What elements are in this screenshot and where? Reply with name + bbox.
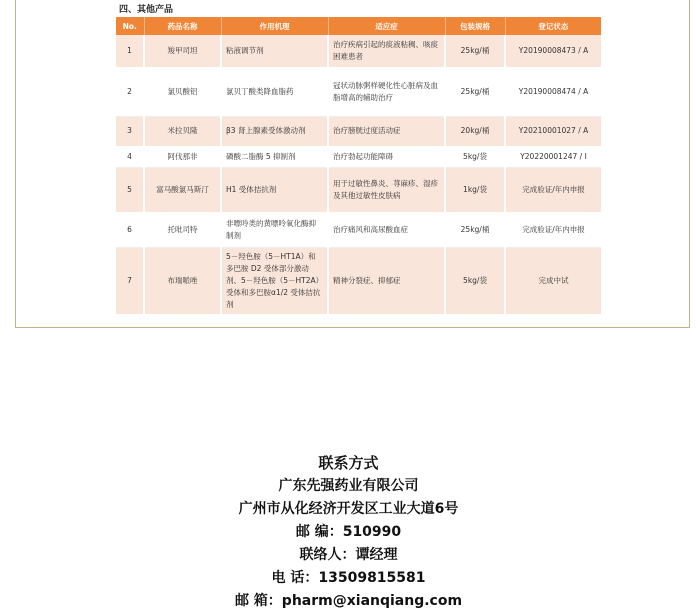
postcode: 邮 编：510990 bbox=[295, 524, 402, 540]
cell-indication: 治疗勃起功能障碍 bbox=[328, 147, 445, 167]
cell-indication: 治疗疾病引起的痰液粘稠、咳痰困难患者 bbox=[328, 35, 445, 68]
cell-package: 20kg/桶 bbox=[445, 116, 505, 147]
cell-name: 米拉贝隆 bbox=[144, 116, 221, 147]
cell-name: 羧甲司坦 bbox=[144, 35, 221, 68]
cell-no: 4 bbox=[116, 147, 144, 167]
cell-no: 7 bbox=[116, 247, 144, 315]
cell-status: Y20190008473 / A bbox=[505, 35, 601, 68]
column-header-status: 登记状态 bbox=[505, 17, 601, 35]
cell-status: 完成验证/年内申报 bbox=[505, 167, 601, 213]
cell-indication: 用于过敏性鼻炎、荨麻疹、湿疹及其他过敏性皮肤病 bbox=[328, 167, 445, 213]
cell-indication: 治疗膀胱过度活动症 bbox=[328, 116, 445, 147]
contact-title: 联系方式 bbox=[318, 454, 379, 472]
cell-package: 5kg/袋 bbox=[445, 147, 505, 167]
cell-package: 5kg/袋 bbox=[445, 247, 505, 315]
table-row bbox=[116, 247, 601, 315]
column-header-no: No. bbox=[116, 17, 144, 35]
phone: 电 话：13509815581 bbox=[271, 570, 426, 586]
product-table bbox=[116, 17, 601, 316]
table-row bbox=[116, 167, 601, 213]
cell-package: 25kg/桶 bbox=[445, 68, 505, 116]
cell-name: 富马酸氯马斯汀 bbox=[144, 167, 221, 213]
cell-name: 阿伐那非 bbox=[144, 147, 221, 167]
table-row bbox=[116, 116, 601, 147]
cell-package: 1kg/袋 bbox=[445, 167, 505, 213]
cell-no: 3 bbox=[116, 116, 144, 147]
cell-mechanism: 5－羟色胺（5－HT1A）和多巴胺 D2 受体部分激动剂、5－羟色胺（5－HT2A）受体和多巴胺α1/2 受体拮抗剂 bbox=[221, 247, 328, 315]
company-name: 广东先强药业有限公司 bbox=[278, 478, 419, 494]
cell-mechanism: 非嘌呤类的黄嘌呤氧化酶抑制剂 bbox=[221, 213, 328, 247]
column-header-name: 药品名称 bbox=[144, 17, 221, 35]
table-row bbox=[116, 213, 601, 247]
column-header-indication: 适应症 bbox=[328, 17, 445, 35]
table-row bbox=[116, 147, 601, 167]
cell-status: Y20190008474 / A bbox=[505, 68, 601, 116]
contact-person: 联络人：谭经理 bbox=[299, 547, 398, 563]
section-title: 四、其他产品 bbox=[119, 5, 174, 15]
cell-name: 托吡司特 bbox=[144, 213, 221, 247]
cell-mechanism: 磷酸二脂酶 5 抑制剂 bbox=[221, 147, 328, 167]
cell-name: 氯贝酸铝 bbox=[144, 68, 221, 116]
contact-section bbox=[0, 454, 697, 615]
cell-status: 完成验证/年内申报 bbox=[505, 213, 601, 247]
cell-mechanism: 氯贝丁酸类降血脂药 bbox=[221, 68, 328, 116]
email: 邮 箱：pharm@xianqiang.com bbox=[234, 593, 463, 609]
table-row bbox=[116, 68, 601, 116]
cell-status: 完成中试 bbox=[505, 247, 601, 315]
cell-status: Y20210001027 / A bbox=[505, 116, 601, 147]
cell-no: 5 bbox=[116, 167, 144, 213]
cell-status: Y20220001247 / I bbox=[505, 147, 601, 167]
cell-name: 布瑞哌唑 bbox=[144, 247, 221, 315]
cell-package: 25kg/桶 bbox=[445, 213, 505, 247]
column-header-package: 包装规格 bbox=[445, 17, 505, 35]
cell-no: 1 bbox=[116, 35, 144, 68]
table-row bbox=[116, 35, 601, 68]
company-address: 广州市从化经济开发区工业大道6号 bbox=[238, 501, 459, 517]
cell-indication: 精神分裂症、抑郁症 bbox=[328, 247, 445, 315]
cell-mechanism: β3 肾上腺素受体激动剂 bbox=[221, 116, 328, 147]
cell-no: 2 bbox=[116, 68, 144, 116]
cell-indication: 治疗痛风和高尿酸血症 bbox=[328, 213, 445, 247]
cell-mechanism: H1 受体拮抗剂 bbox=[221, 167, 328, 213]
cell-indication: 冠状动脉粥样硬化性心脏病及血脂增高的辅助治疗 bbox=[328, 68, 445, 116]
cell-mechanism: 粘液调节剂 bbox=[221, 35, 328, 68]
table-header-row bbox=[116, 17, 601, 35]
cell-package: 25kg/桶 bbox=[445, 35, 505, 68]
cell-no: 6 bbox=[116, 213, 144, 247]
column-header-mechanism: 作用机理 bbox=[221, 17, 328, 35]
